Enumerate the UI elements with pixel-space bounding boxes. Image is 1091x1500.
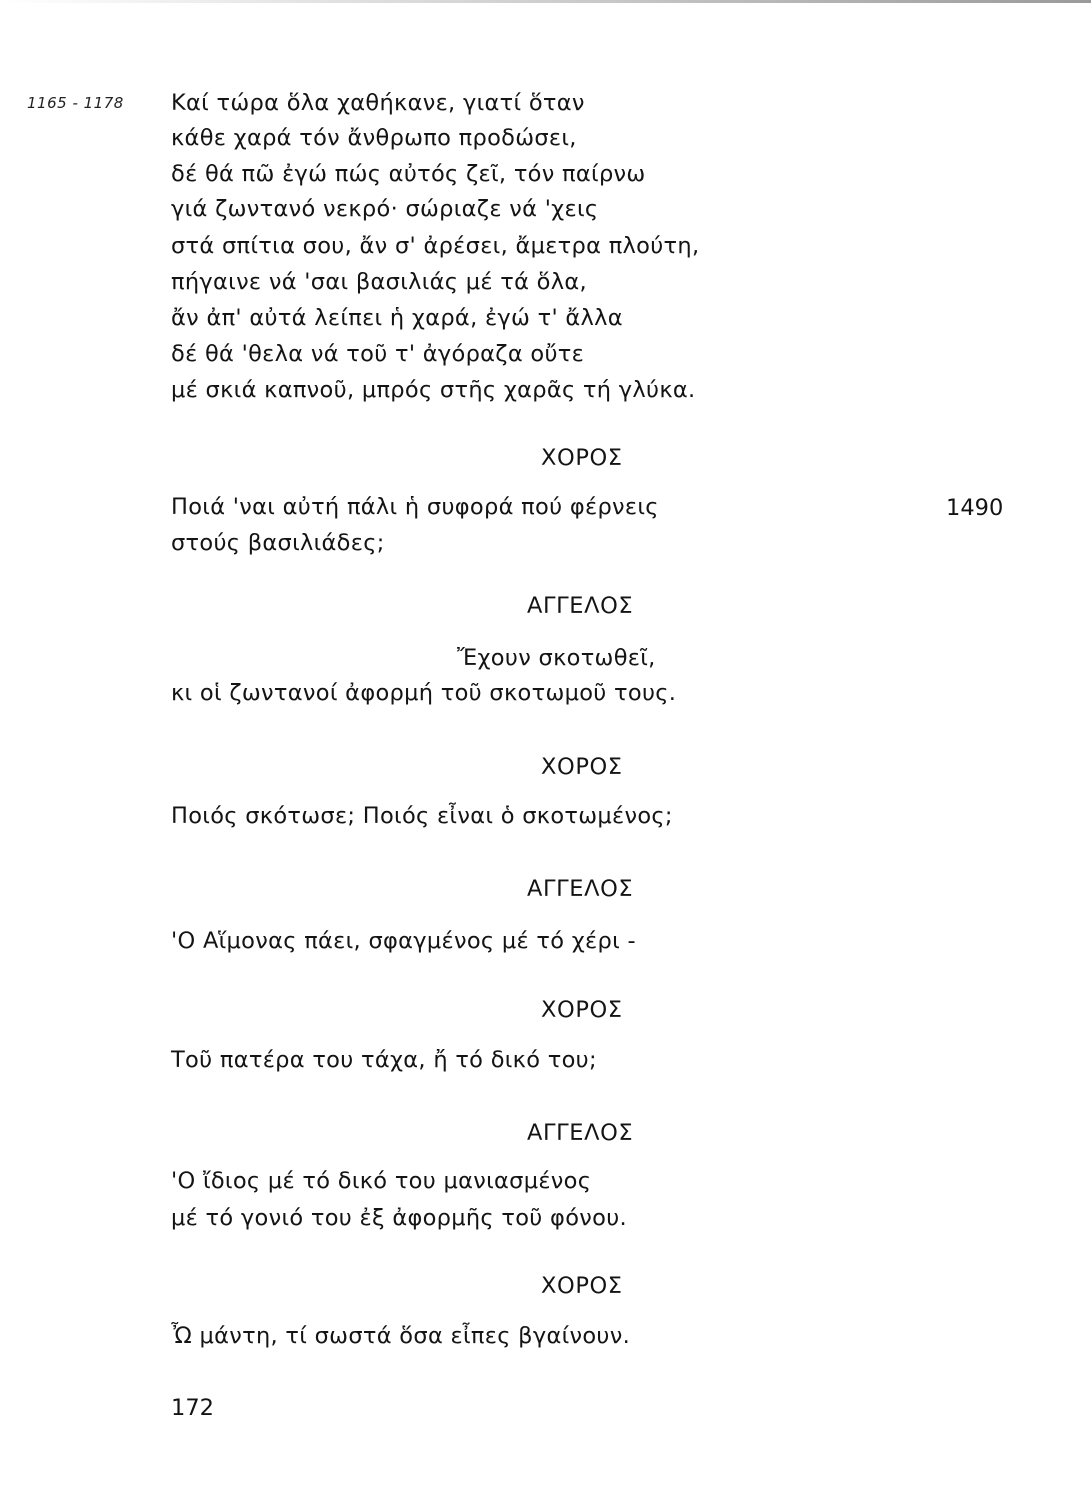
verse-line: μέ τό γονιό του ἐξ ἀφορμῆς τοῦ φόνου.: [171, 1205, 627, 1231]
verse-line: 'Ο Αἵμονας πάει, σφαγμένος μέ τό χέρι -: [171, 928, 636, 954]
verse-line: Ποιά 'ναι αὐτή πάλι ἡ συφορά πού φέρνεις: [171, 494, 659, 520]
verse-line: κάθε χαρά τόν ἄνθρωπο προδώσει,: [171, 125, 577, 151]
verse-line-number: 1490: [946, 495, 1004, 521]
page-number: 172: [171, 1395, 214, 1421]
verse-line: δέ θά 'θελα νά τοῦ τ' ἀγόραζα οὔτε: [171, 341, 585, 367]
speaker-heading-chorus: ΧΟΡΟΣ: [541, 445, 623, 471]
scan-top-edge: [0, 0, 1091, 3]
verse-line: Τοῦ πατέρα του τάχα, ἤ τό δικό του;: [171, 1047, 597, 1073]
speaker-heading-chorus: ΧΟΡΟΣ: [541, 997, 623, 1023]
speaker-heading-messenger: ΑΓΓΕΛΟΣ: [527, 876, 634, 902]
verse-line: γιά ζωντανό νεκρό· σώριαζε νά 'χεις: [171, 196, 599, 222]
verse-line: Ἔχουν σκοτωθεῖ,: [457, 645, 656, 671]
verse-line: στούς βασιλιάδες;: [171, 530, 385, 556]
speaker-heading-chorus: ΧΟΡΟΣ: [541, 754, 623, 780]
verse-line: μέ σκιά καπνοῦ, μπρός στῆς χαρᾶς τή γλύκα.: [171, 377, 696, 403]
verse-line: Ὦ μάντη, τί σωστά ὅσα εἶπες βγαίνουν.: [171, 1323, 631, 1349]
margin-line-reference: 1165 - 1178: [27, 94, 124, 112]
verse-line: Ποιός σκότωσε; Ποιός εἶναι ὁ σκοτωμένος;: [171, 803, 673, 829]
verse-line: πήγαινε νά 'σαι βασιλιάς μέ τά ὅλα,: [171, 269, 587, 295]
verse-line: 'Ο ἴδιος μέ τό δικό του μανιασμένος: [171, 1168, 592, 1194]
speaker-heading-chorus: ΧΟΡΟΣ: [541, 1273, 623, 1299]
verse-line: ἄν ἀπ' αὐτά λείπει ἡ χαρά, ἐγώ τ' ἄλλα: [171, 305, 623, 331]
verse-line: κι οἱ ζωντανοί ἀφορμή τοῦ σκοτωμοῦ τους.: [171, 680, 677, 706]
verse-line: Καί τώρα ὅλα χαθήκανε, γιατί ὅταν: [171, 90, 585, 116]
verse-line: στά σπίτια σου, ἄν σ' ἀρέσει, ἄμετρα πλούτη,: [171, 233, 700, 259]
speaker-heading-messenger: ΑΓΓΕΛΟΣ: [527, 593, 634, 619]
verse-line: δέ θά πῶ ἐγώ πώς αὐτός ζεῖ, τόν παίρνω: [171, 161, 646, 187]
speaker-heading-messenger: ΑΓΓΕΛΟΣ: [527, 1120, 634, 1146]
